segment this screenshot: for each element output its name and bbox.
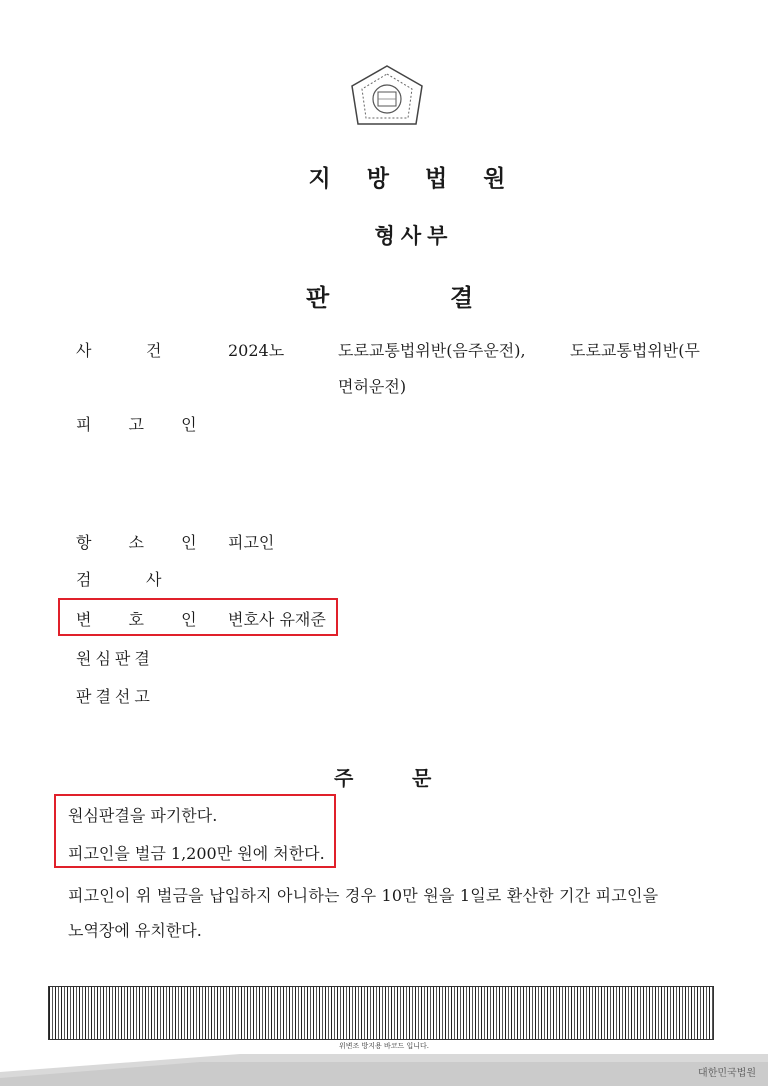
prosecutor-label-1: 검 <box>76 570 92 589</box>
appellant-value: 피고인 <box>228 533 275 552</box>
order-line-4: 노역장에 유치한다. <box>68 921 202 940</box>
case-charge-3: 면허운전) <box>338 377 407 396</box>
case-label-1: 사 <box>76 341 92 360</box>
original-judgment-label: 원심판결 <box>76 649 154 668</box>
anti-forgery-barcode <box>48 986 714 1040</box>
document-title-right: 결 <box>450 283 474 312</box>
counsel-label: 변 호 인 <box>76 610 213 629</box>
division-name: 형사부 <box>374 223 454 248</box>
court-name: 지 방 법 원 <box>308 165 520 192</box>
counsel-value: 변호사 유재준 <box>228 610 326 629</box>
appellant-label: 항 소 인 <box>76 533 213 552</box>
issuer-label: 대한민국법원 <box>698 1068 756 1079</box>
case-number: 2024노 <box>228 341 285 360</box>
case-charge-1: 도로교통법위반(음주운전), <box>338 341 526 360</box>
order-line-3: 피고인이 위 벌금을 납입하지 아니하는 경우 10만 원을 1일로 환산한 기간 피고인을 <box>68 886 659 905</box>
order-line-2: 피고인을 벌금 1,200만 원에 처한다. <box>68 844 325 863</box>
order-heading-right: 문 <box>412 766 432 790</box>
court-seal-icon <box>346 62 428 134</box>
barcode-caption: 위변조 방지용 바코드 입니다. <box>338 1042 430 1050</box>
order-line-1: 원심판결을 파기한다. <box>68 806 218 825</box>
footer-band <box>0 1052 768 1086</box>
order-heading-left: 주 <box>334 766 354 790</box>
defendant-label: 피 고 인 <box>76 415 213 434</box>
document-title-left: 판 <box>306 283 330 312</box>
case-charge-2: 도로교통법위반(무 <box>570 341 700 360</box>
sentencing-label: 판결선고 <box>76 687 154 706</box>
case-label-2: 건 <box>146 341 162 360</box>
prosecutor-label-2: 사 <box>146 570 162 589</box>
